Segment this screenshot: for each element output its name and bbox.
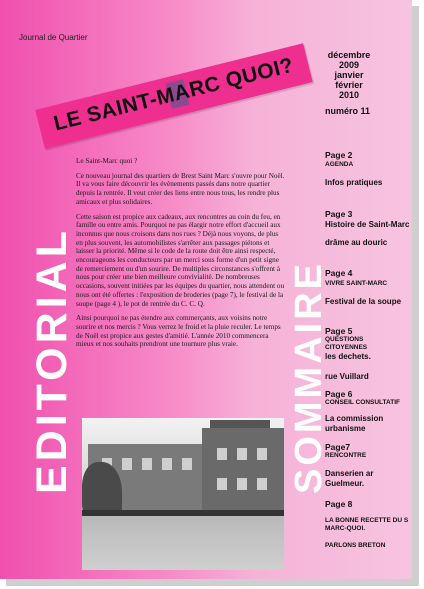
photo-building-2 [202, 428, 284, 516]
building-photo [82, 418, 284, 570]
sommaire-item: Page 6 [325, 389, 353, 399]
sommaire-item: La commission [325, 414, 384, 423]
sommaire-item: CITOYENNES [325, 344, 368, 351]
sommaire-item: VIVRE SAINT-MARC [325, 280, 388, 287]
journal-label: Journal de Quartier [19, 33, 88, 42]
editorial-paragraph: Cette saison est propice aux cadeaux, aux rencontres au coin du feu, en famille ou entre amis. Pourquoi ne pas élargir notre effort d'accueil aux inconnus que nous croisons dans nos rues ? Déjà nous voyons, de plus en plus souvent, les automobilistes s'arrêter aux passages piétons et laisser la priorité. Même si le code de la route doit être ainsi respecté, encourageons les conducteurs par un merci sous forme d'un petit signe de remerciement ou d'un sourire. De multiples circonstances s'offrent à nous pour créer une bien meilleure convivialité. De nombreuses occasions, souvent initiées par les équipes du quartier, nous attendent ou nous ont été offertes : l'exposition de broderies (page 7), le festival de la soupe (page 4 ), le pot de rentrée du C. C. Q. [76, 212, 285, 308]
editorial-paragraph: Le Saint-Marc quoi ? [76, 157, 138, 165]
sommaire-item: Page 5 [325, 326, 353, 336]
page-shadow-bottom [6, 579, 419, 586]
sommaire-item: les dechets. [325, 352, 371, 361]
editorial-paragraph: Ce nouveau journal des quartiers de Brest Saint Marc s'ouvre pour Noël. Il va vous faire découvrir les évènements passés dans notre quartier depuis la rentrée. Il veut créer des liens entre nous tous, les rendre plus amicaux et plus solidaires. [76, 171, 285, 206]
sommaire-item: Page 8 [325, 499, 353, 509]
page-title: LE SAINT-MARC QUOI? [51, 53, 296, 136]
sommaire-vertical-title: SOMMAIRE [288, 261, 330, 494]
sommaire-item: Festival de la soupe [325, 297, 402, 306]
title-banner [35, 43, 312, 149]
sommaire-item: Danserien ar [325, 469, 374, 478]
date-year-2: 2010 [338, 90, 360, 100]
sommaire-item: CONSEIL CONSULTATIF [325, 399, 400, 406]
sommaire-item: Page 3 [325, 209, 353, 219]
sommaire-item: rue Vuillard [325, 372, 369, 381]
sommaire-item: PARLONS BRETON [325, 542, 386, 549]
sommaire-item: AGENDA [325, 161, 354, 168]
sommaire-item: Histoire de Saint-Marc [325, 220, 410, 229]
sommaire-item: urbanisme [325, 424, 366, 433]
sommaire-item: Page 2 [325, 150, 353, 160]
sommaire-item: Page 4 [325, 268, 353, 278]
date-month: décembre [327, 50, 371, 60]
date-year: 2009 [338, 60, 360, 70]
issue-number: numéro 11 [325, 106, 371, 116]
sommaire-item: drâme au douric [325, 238, 388, 247]
date-month-3: février [335, 80, 363, 90]
editorial-text [76, 157, 286, 355]
sommaire-item: MARC-QUOI. [325, 525, 366, 532]
sommaire-item: Infos pratiques [325, 178, 383, 187]
photo-road [82, 516, 284, 570]
sommaire-item: QUESTIONS [325, 336, 364, 343]
sommaire-item: Guelmeur. [325, 479, 365, 488]
issue-date [312, 50, 386, 100]
sommaire-item: RENCONTRE [325, 452, 367, 459]
editorial-paragraph: Ainsi pourquoi ne pas étendre aux commerçants, aux voisins notre sourire et nos mercis ? Vous verrez le froid et la pluie reculer. Le temps de Noël est propice aux gestes d'amitié. L'année 2010 commencera mieux et nos souhaits prendront une tournure plus vraie. [76, 314, 281, 349]
sommaire-item: Page7 [325, 442, 351, 452]
editorial-vertical-title: EDITORIAL [28, 227, 76, 494]
page-shadow-right [412, 6, 419, 585]
sommaire-item: LA BONNE RECETTE DU S [325, 517, 409, 524]
date-month-2: janvier [334, 70, 364, 80]
